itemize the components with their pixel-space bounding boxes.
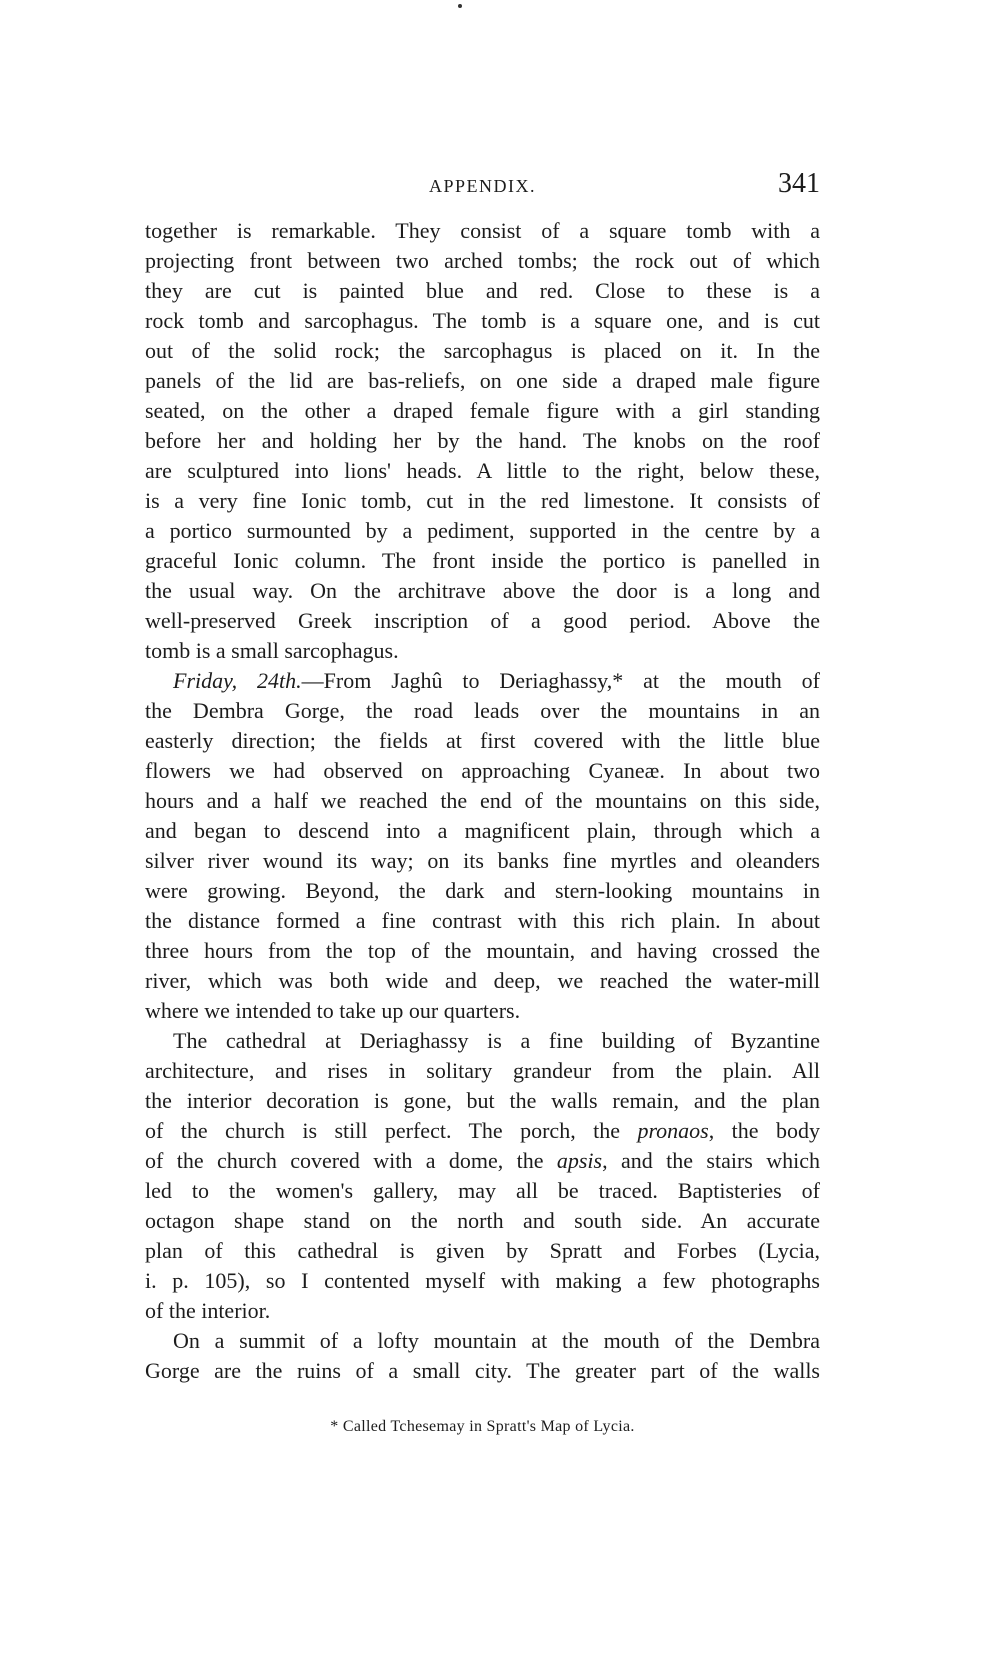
text-segment: were growing. Beyond, the dark and stern-looking mountains in: [145, 878, 820, 903]
text-line: [145, 1026, 820, 1056]
text-segment: of the interior.: [145, 1298, 271, 1323]
text-line: [145, 816, 820, 846]
text-segment: —From Jaghû to Deriaghassy,* at the mouth of: [301, 668, 820, 693]
text-segment: graceful Ionic column. The front inside the portico is panelled in: [145, 548, 820, 573]
italic-text: apsis: [556, 1148, 603, 1173]
text-segment: the usual way. On the architrave above the door is a long and: [145, 578, 820, 603]
text-line: [145, 636, 820, 666]
text-segment: panels of the lid are bas-reliefs, on one side a draped male figure: [145, 368, 820, 393]
text-line: [145, 1116, 820, 1146]
text-line: [145, 1326, 820, 1356]
text-segment: well-preserved Greek inscription of a good period. Above the: [145, 608, 820, 633]
text-line: [145, 216, 820, 246]
text-line: [145, 936, 820, 966]
text-line: [145, 366, 820, 396]
text-segment: plan of this cathedral is given by Spratt and Forbes (Lycia,: [145, 1238, 820, 1263]
text-line: [145, 1176, 820, 1206]
text-line: [145, 876, 820, 906]
running-title: APPENDIX.: [428, 176, 536, 196]
text-line: [145, 456, 820, 486]
text-line: [145, 1206, 820, 1236]
text-segment: , the body: [708, 1118, 820, 1143]
text-segment: hours and a half we reached the end of the mountains on this side,: [145, 788, 820, 813]
text-line: [145, 486, 820, 516]
text-segment: i. p. 105), so I contented myself with making a few photographs: [145, 1268, 820, 1293]
text-line: [145, 306, 820, 336]
text-segment: they are cut is painted blue and red. Close to these is a: [145, 278, 820, 303]
text-segment: led to the women's gallery, may all be traced. Baptisteries of: [145, 1178, 820, 1203]
text-segment: three hours from the top of the mountain, and having crossed the: [145, 938, 820, 963]
text-line: [145, 516, 820, 546]
text-line: [145, 606, 820, 636]
text-line: [145, 1056, 820, 1086]
text-line: [145, 426, 820, 456]
text-segment: On a summit of a lofty mountain at the mouth of the Dembra: [173, 1328, 820, 1353]
text-segment: flowers we had observed on approaching Cyaneæ. In about two: [145, 758, 820, 783]
text-segment: river, which was both wide and deep, we reached the water-mill: [145, 968, 820, 993]
text-line: [145, 1236, 820, 1266]
text-line: [145, 576, 820, 606]
text-line: [145, 666, 820, 696]
text-segment: the interior decoration is gone, but the walls remain, and the plan: [145, 1088, 820, 1113]
italic-text: pronaos: [637, 1118, 709, 1143]
text-segment: the distance formed a fine contrast with this rich plain. In about: [145, 908, 820, 933]
text-segment: together is remarkable. They consist of a square tomb with a: [145, 218, 820, 243]
text-line: [145, 726, 820, 756]
text-line: [145, 786, 820, 816]
text-segment: silver river wound its way; on its banks fine myrtles and oleanders: [145, 848, 820, 873]
text-segment: where we intended to take up our quarters.: [145, 998, 521, 1023]
page-header: [145, 168, 820, 208]
text-line: [145, 1146, 820, 1176]
text-segment: the Dembra Gorge, the road leads over the mountains in an: [145, 698, 820, 723]
body-text: [145, 216, 820, 1386]
text-line: [145, 966, 820, 996]
italic-text: Friday, 24th.: [173, 668, 302, 693]
text-line: [145, 756, 820, 786]
text-line: [145, 996, 820, 1026]
text-segment: projecting front between two arched tombs; the rock out of which: [145, 248, 820, 273]
text-segment: is a very fine Ionic tomb, cut in the red limestone. It consists of: [145, 488, 820, 513]
text-line: [145, 276, 820, 306]
text-segment: , and the stairs which: [602, 1148, 820, 1173]
page-number: 341: [778, 168, 820, 199]
text-line: [145, 1356, 820, 1386]
text-segment: rock tomb and sarcophagus. The tomb is a square one, and is cut: [145, 308, 820, 333]
text-segment: a portico surmounted by a pediment, supported in the centre by a: [145, 518, 820, 543]
text-segment: are sculptured into lions' heads. A little to the right, below these,: [145, 458, 820, 483]
text-line: [145, 846, 820, 876]
text-segment: The cathedral at Deriaghassy is a fine building of Byzantine: [173, 1028, 820, 1053]
text-segment: of the church covered with a dome, the: [145, 1148, 557, 1173]
text-line: [145, 696, 820, 726]
text-line: [145, 1266, 820, 1296]
text-segment: and began to descend into a magnificent plain, through which a: [145, 818, 820, 843]
text-line: [145, 1296, 820, 1326]
text-segment: architecture, and rises in solitary grandeur from the plain. All: [145, 1058, 820, 1083]
print-speck: [458, 4, 462, 8]
text-line: [145, 906, 820, 936]
text-segment: Gorge are the ruins of a small city. The greater part of the walls: [145, 1358, 820, 1383]
text-segment: easterly direction; the fields at first covered with the little blue: [145, 728, 820, 753]
text-segment: seated, on the other a draped female figure with a girl standing: [145, 398, 820, 423]
text-line: [145, 546, 820, 576]
text-segment: out of the solid rock; the sarcophagus is placed on it. In the: [145, 338, 820, 363]
text-segment: octagon shape stand on the north and south side. An accurate: [145, 1208, 820, 1233]
text-segment: before her and holding her by the hand. The knobs on the roof: [145, 428, 820, 453]
footnote: * Called Tchesemay in Spratt's Map of Lycia.: [330, 1418, 635, 1435]
text-line: [145, 336, 820, 366]
text-segment: tomb is a small sarcophagus.: [145, 638, 399, 663]
text-line: [145, 1086, 820, 1116]
text-segment: of the church is still perfect. The porch, the: [145, 1118, 638, 1143]
text-line: [145, 246, 820, 276]
text-line: [145, 396, 820, 426]
